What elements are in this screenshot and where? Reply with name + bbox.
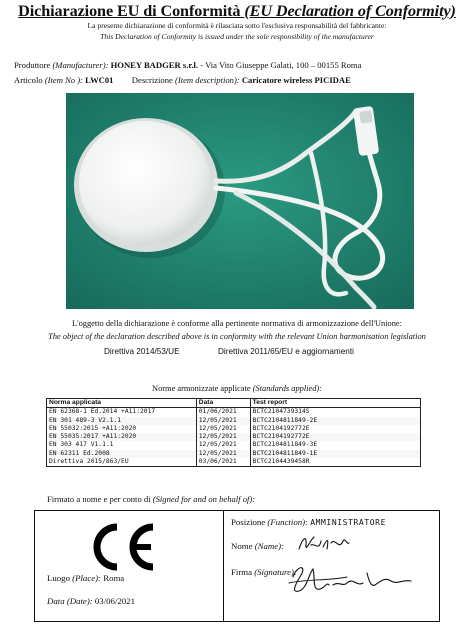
description-label-en: (Item description): xyxy=(175,75,240,85)
position-value: AMMINISTRATORE xyxy=(310,518,387,527)
position-field: Posizione (Function): AMMINISTRATORE xyxy=(231,517,387,527)
table-row: EN 62311 Ed.2008 12/05/2021 BCTC2104811849-1E xyxy=(47,450,421,458)
producer-row xyxy=(14,60,361,70)
table-row: EN 55032:2015 +A11:2020 12/05/2021 BCTC2104192772E xyxy=(47,425,421,433)
column-header-date: Data xyxy=(196,399,250,408)
place-field: Luogo (Place): Roma xyxy=(47,573,125,583)
name-field: Nome (Name): xyxy=(231,541,285,551)
column-header-test-report: Test report xyxy=(250,399,420,408)
subtitle-italian: La presente dichiarazione di conformità è rilasciata sotto l'esclusiva responsabilità del fabbricante: xyxy=(87,21,387,30)
table-row: EN 55035:2017 +A11:2020 12/05/2021 BCTC2104192772E xyxy=(47,433,421,441)
subtitle-english: This Declaration of Conformity is issued under the sole responsibility of the manufacturer xyxy=(100,32,374,41)
conformity-statement-english: The object of the declaration described above is in conformity with the relevant Union harmonisation legislation xyxy=(48,332,426,341)
producer-label: Produttore xyxy=(14,60,51,70)
wireless-charger-image xyxy=(66,93,414,309)
handwritten-signature xyxy=(287,563,417,597)
column-header-standard: Norma applicata xyxy=(47,399,197,408)
standards-heading: Norme armonizzate applicate (Standards applied): xyxy=(152,384,322,393)
item-label-en: (Item No ): xyxy=(44,75,83,85)
item-description: Caricatore wireless PICIDAE xyxy=(241,75,351,85)
product-photo xyxy=(66,93,414,309)
table-row: EN 62368-1 Ed.2014 +A11:2017 01/06/2021 BCTC2104739314S xyxy=(47,408,421,417)
item-row xyxy=(14,75,351,85)
ce-mark-icon xyxy=(83,521,163,573)
description-label: Descrizione xyxy=(131,75,173,85)
item-label: Articolo xyxy=(14,75,43,85)
producer-label-en: (Manufacturer): xyxy=(52,60,109,70)
table-row: Direttiva 2015/863/EU 03/06/2021 BCTC2104439458R xyxy=(47,458,421,467)
table-row: EN 303 417 V1.1.1 12/05/2021 BCTC2104811849-3E xyxy=(47,441,421,449)
producer-name: HONEY BADGER s.r.l. xyxy=(110,60,199,70)
signature-box xyxy=(34,510,440,622)
signed-on-behalf-label: Firmato a nome e per conto di (Signed for and on behalf of): xyxy=(47,494,256,504)
standards-table xyxy=(46,398,421,467)
item-number: LWC01 xyxy=(85,75,114,85)
table-row: EN 301 489-3 V2.1.1 12/05/2021 BCTC2104811849-2E xyxy=(47,417,421,425)
directive-rohs: Direttiva 2011/65/EU e aggiornamenti xyxy=(218,347,354,356)
title-english: (EU Declaration of Conformity) xyxy=(244,2,456,20)
table-header-row xyxy=(47,399,421,408)
conformity-statement-italian: L'oggetto della dichiarazione è conforme alla pertinente normativa di armonizzazione dell'Unione: xyxy=(72,319,402,328)
place-value: Roma xyxy=(103,573,125,583)
title-italian: Dichiarazione EU di Conformità xyxy=(18,2,241,20)
directive-red: Direttiva 2014/53/UE xyxy=(104,347,180,356)
date-field: Data (Date): 03/06/2021 xyxy=(47,596,135,606)
signature-box-divider xyxy=(223,511,224,621)
document-title xyxy=(0,2,474,21)
signature-field: Firma (Signature): xyxy=(231,567,297,577)
producer-address: - Via Vito Giuseppe Galati, 100 – 00155 Roma xyxy=(198,60,362,70)
handwritten-name xyxy=(297,533,351,555)
date-value: 03/06/2021 xyxy=(94,596,135,606)
